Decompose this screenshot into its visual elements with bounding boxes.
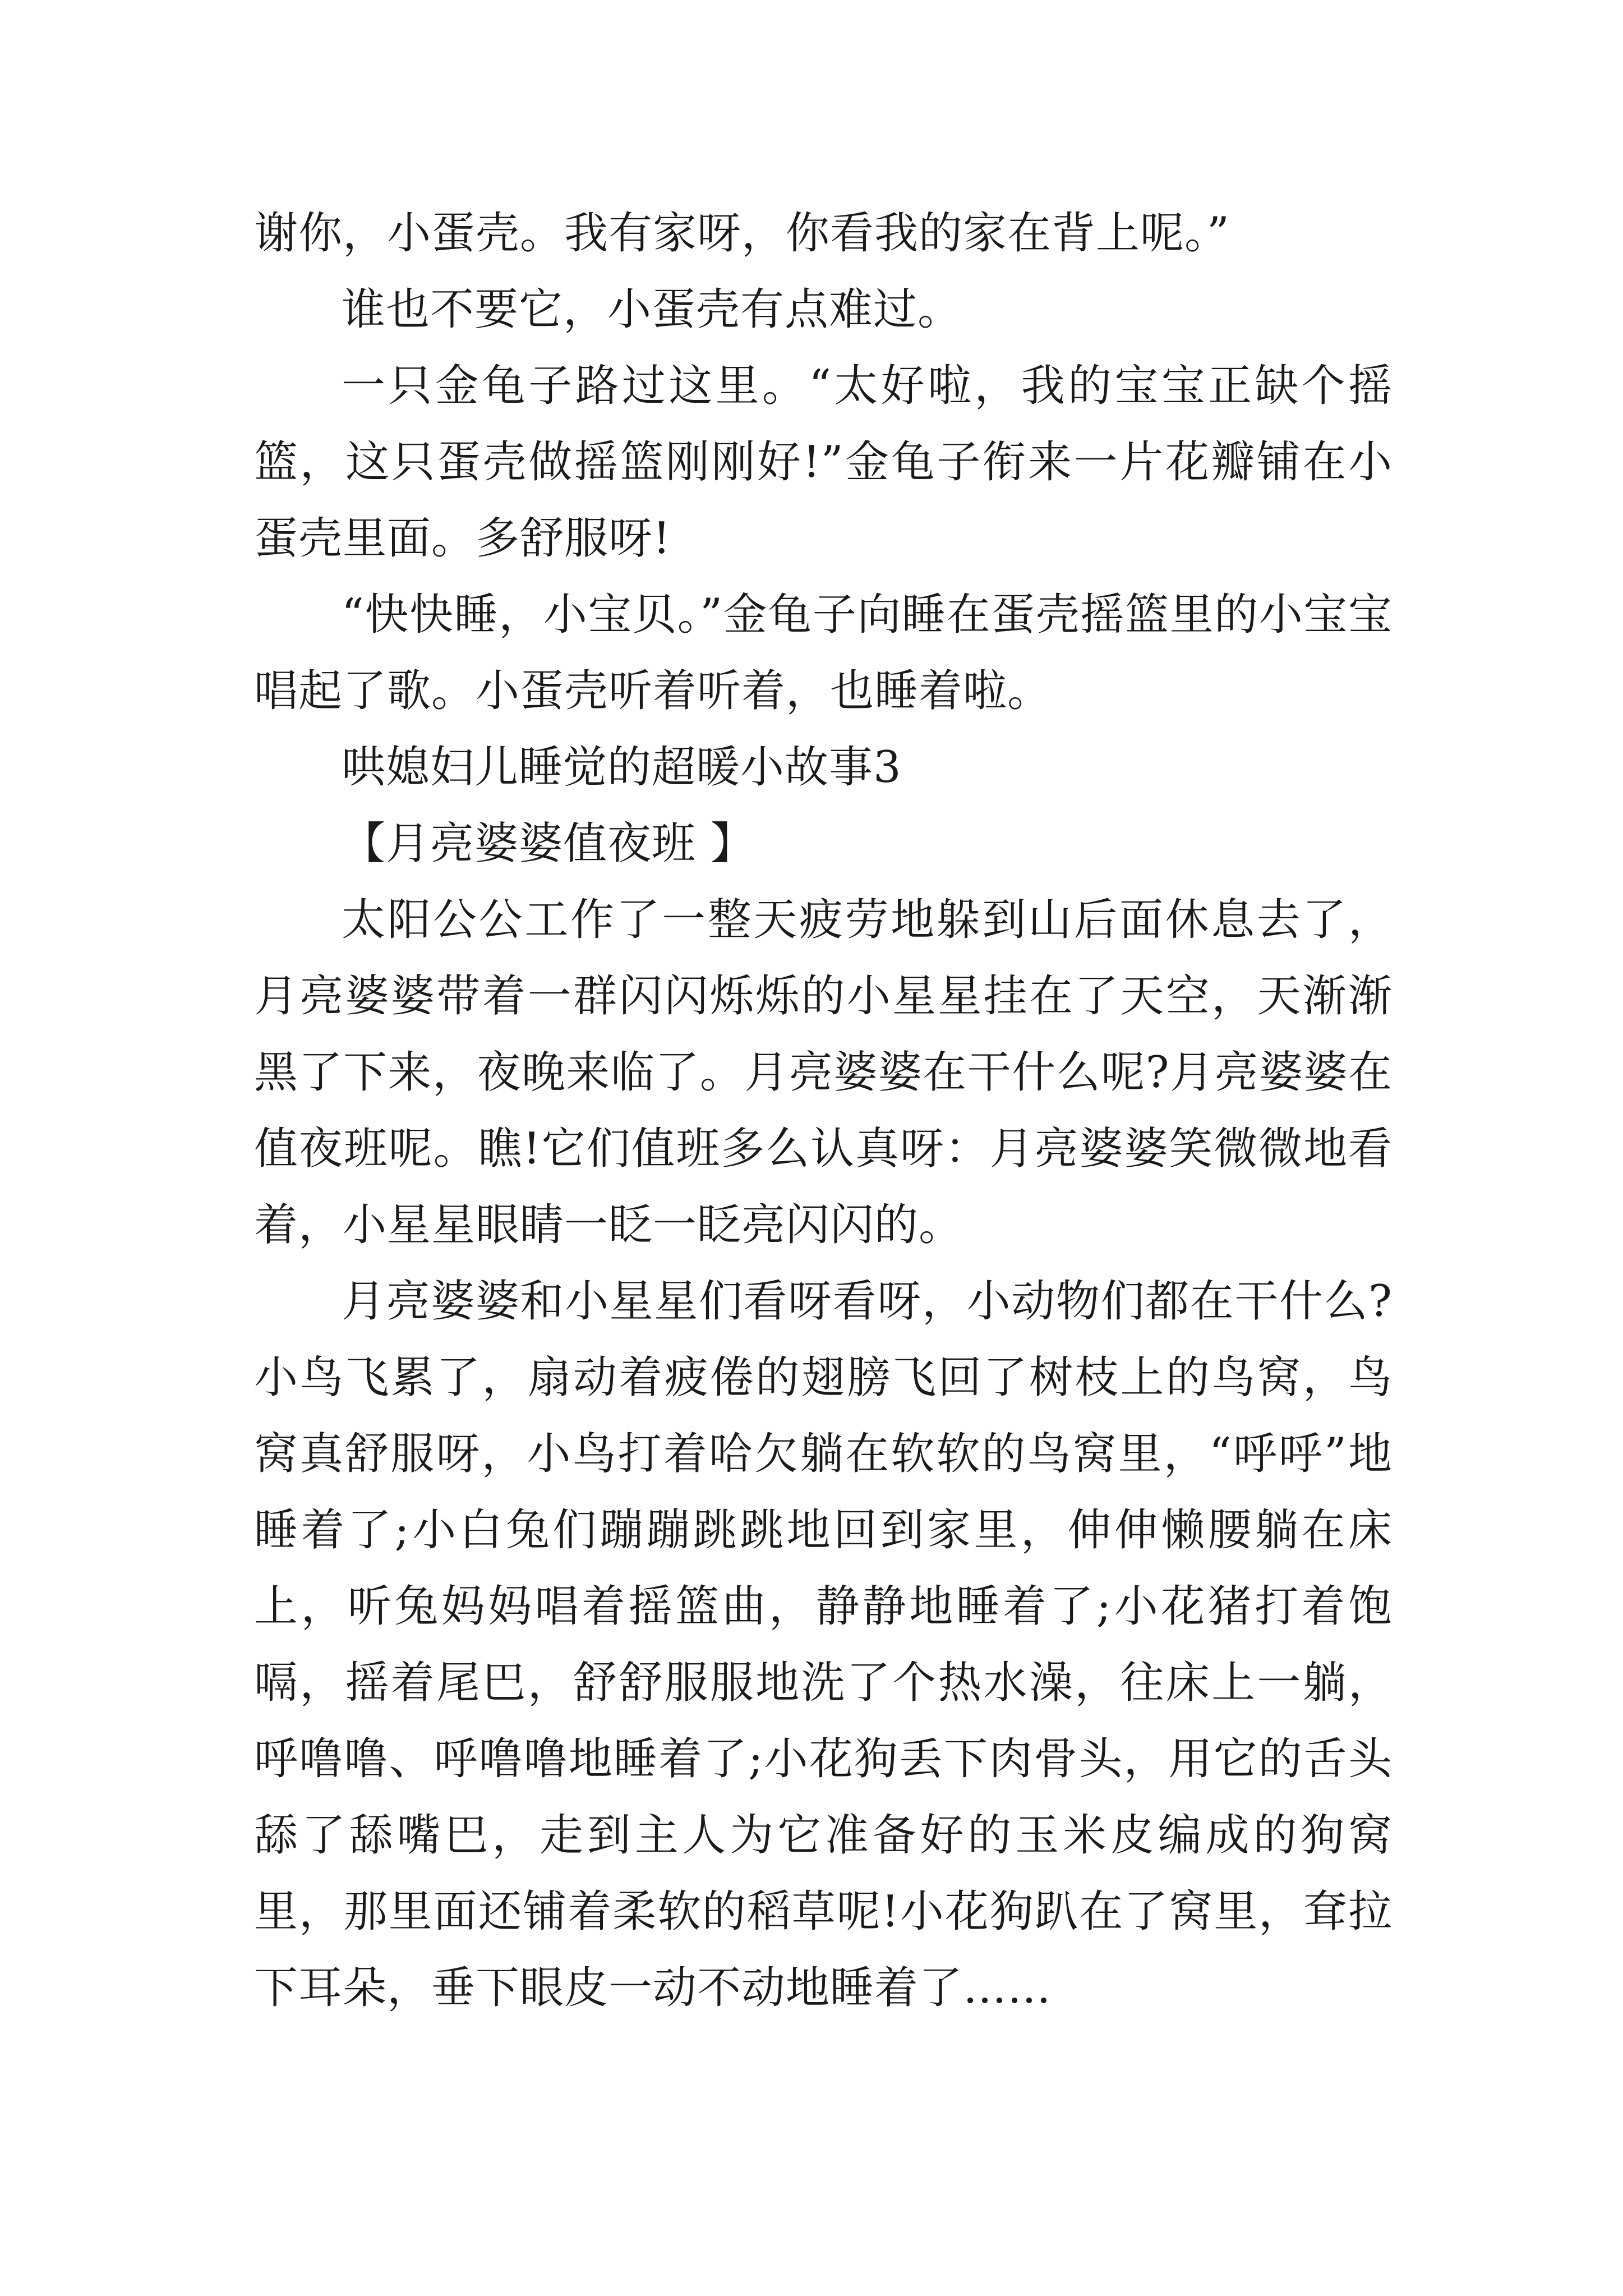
paragraph: 谁也不要它，小蛋壳有点难过。	[342, 284, 962, 335]
paragraph: 月亮婆婆和小星星们看呀看呀，小动物们都在干什么?小鸟飞累了，扇动着疲倦的翅膀飞回了树枝上的鸟窝，鸟窝真舒服呀，小鸟打着哈欠躺在软软的鸟窝里，“呼呼”地睡着了;小白兔们蹦蹦跳跳地回到家里，伸伸懒腰躺在床上，听兔妈妈唱着摇篮曲，静静地睡着了;小花猪打着饱嗝，摇着尾巴，舒舒服服地洗了个热水澡，往床上一躺，呼噜噜、呼噜噜地睡着了;小花狗丢下肉骨头，用它的舌头舔了舔嘴巴，走到主人为它准备好的玉米皮编成的狗窝里，那里面还铺着柔软的稻草呢!小花狗趴在了窝里，耷拉下耳朵，垂下眼皮一动不动地睡着了……	[254, 1276, 1393, 2013]
paragraph: “快快睡，小宝贝。”金龟子向睡在蛋壳摇篮里的小宝宝唱起了歌。小蛋壳听着听着，也睡着啦。	[254, 590, 1393, 716]
paragraph: 一只金龟子路过这里。“太好啦，我的宝宝正缺个摇篮，这只蛋壳做摇篮刚刚好!”金龟子衔来一片花瓣铺在小蛋壳里面。多舒服呀!	[254, 361, 1393, 564]
paragraph: 太阳公公工作了一整天疲劳地躲到山后面休息去了，月亮婆婆带着一群闪闪烁烁的小星星挂在了天空，天渐渐黑了下来，夜晚来临了。月亮婆婆在干什么呢?月亮婆婆在值夜班呢。瞧!它们值班多么认真呀：月亮婆婆笑微微地看着，小星星眼睛一眨一眨亮闪闪的。	[254, 895, 1393, 1250]
paragraph: 谢你，小蛋壳。我有家呀，你看我的家在背上呢。”	[254, 208, 1230, 259]
story-heading: 哄媳妇儿睡觉的超暖小故事3	[342, 742, 902, 793]
story-title: 【月亮婆婆值夜班 】	[342, 818, 755, 869]
document-body	[254, 195, 1393, 2026]
